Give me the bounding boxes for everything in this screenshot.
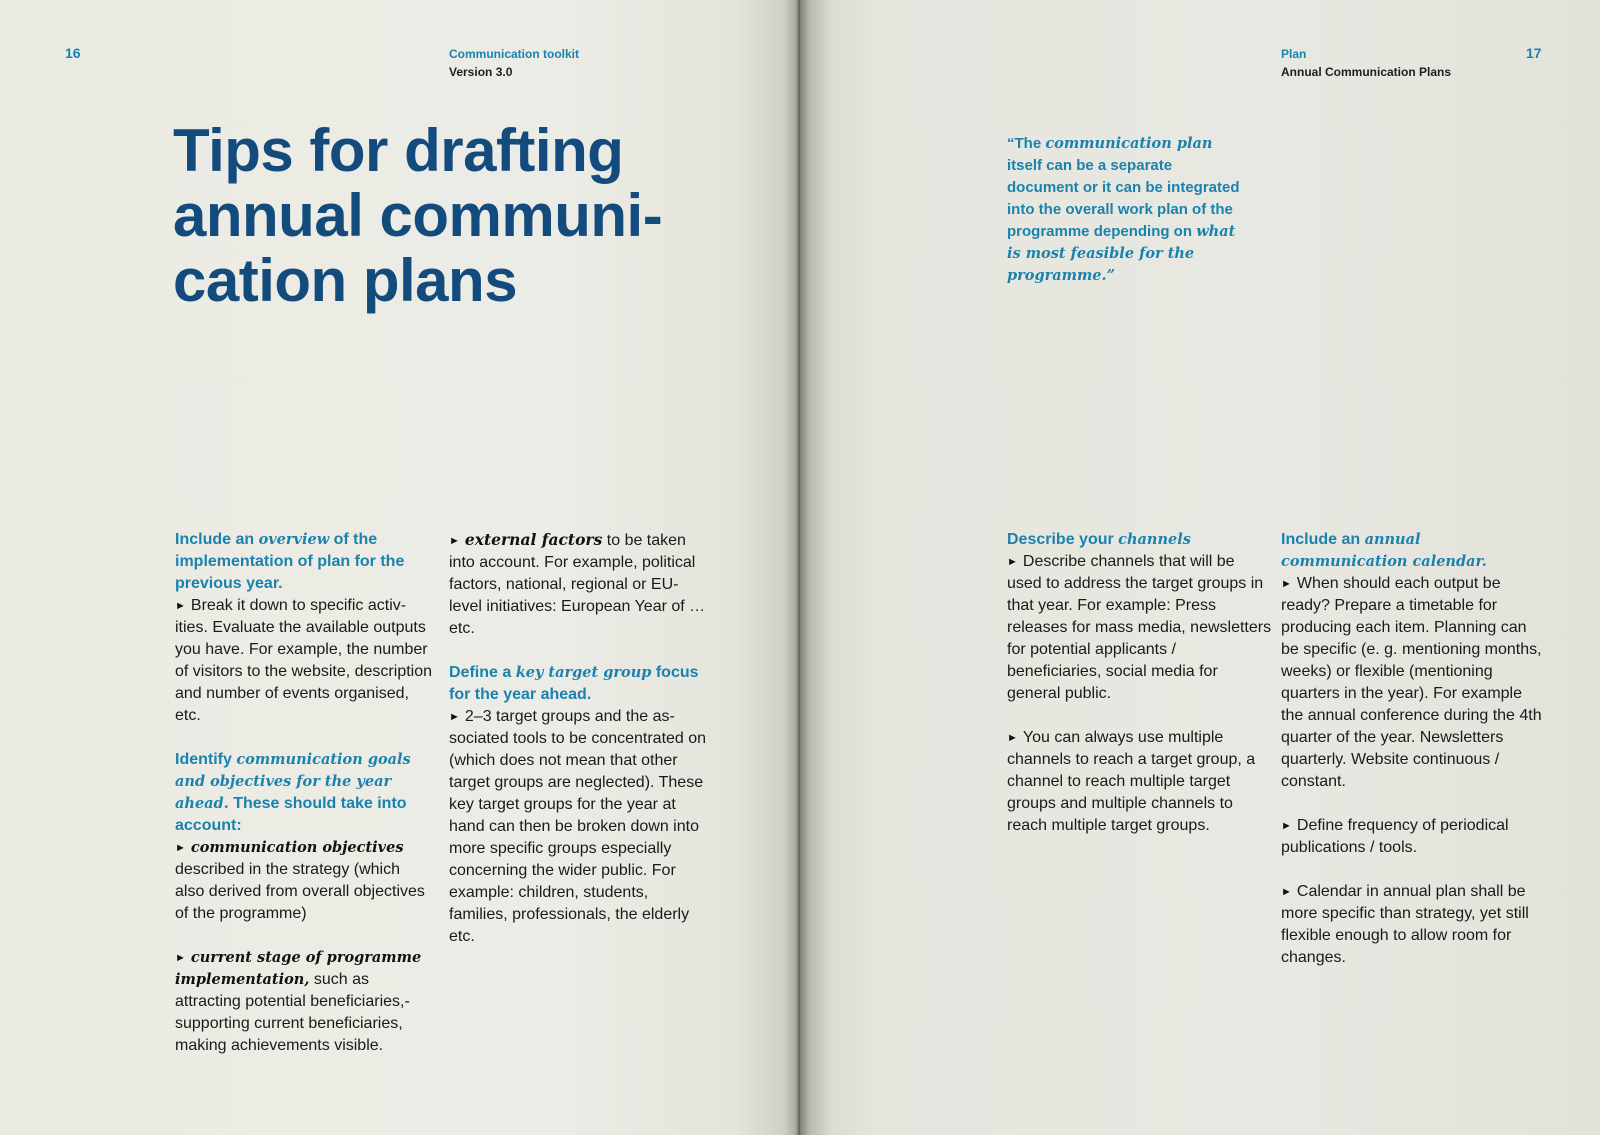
calendar-item-3-para [1281,881,1546,969]
channels-section [1007,529,1272,705]
title-line-3: cation plans [173,247,518,314]
overview-section [175,529,433,727]
title-line-2: annual communi- [173,182,663,249]
column-3 [1007,529,1272,837]
target-group-section [449,662,707,948]
calendar-heading: Include an annual communication calendar. [1281,531,1487,570]
external-factors-body: to be taken into account. For example, political factors, national, regional or EU-level initiatives: European Year of … etc. [449,532,706,637]
channels-heading: Describe your channels [1007,531,1191,548]
page-number-right: 17 [1526,45,1542,61]
running-head-section: Plan [1281,47,1307,61]
running-head-subtitle: Version 3.0 [449,65,513,79]
target-group-body: 2–3 target groups and the associated tools to be concentrated on (which does not mean that other target groups are neglected). These key target groups for the year at hand can then be broken down into more specific groups especially concerning the wider public. For example: children, students, families, professionals, the elderly etc. [449,708,707,945]
channels-item-2: You can always use multiple channels to reach a target group, a channel to reach multiple target groups and multiple channels to reach multiple target groups. [1007,729,1256,834]
running-head-right [1281,45,1451,81]
bullet-icon: ► [1007,732,1018,744]
overview-body: Break it down to specific activities. Evaluate the available outputs you have. For example, the number of visitors to the website, description and number of events organised, etc. [175,597,433,724]
bullet-icon: ► [175,600,186,612]
goals-heading: Identify communication goals and objectives for the year ahead. These should take into account: [175,751,411,834]
calendar-item-2-para [1281,815,1546,859]
running-head-left [449,45,579,81]
goals-item-2-para: ► current stage of programme implementation, such as attracting potential beneficiaries,- supporting current beneficiaries, making achievements visible. [175,949,422,1054]
bullet-icon: ► [175,952,186,964]
target-group-heading: Define a key target group focus for the year ahead. [449,664,699,703]
title-line-1: Tips for drafting [173,117,624,184]
running-head-section: Communication toolkit [449,47,579,61]
column-2 [449,529,707,948]
calendar-item-1: When should each output be ready? Prepare a timetable for producing each item. Planning can be specific (e. g. mentioning months, weeks) or flexible (mentioning quarters in the year). For example the annual conference during the 4th quarter of the year. Newsletters quarterly. Website continuous / constant. [1281,575,1542,790]
bullet-icon: ► [1281,820,1292,832]
column-1 [175,529,433,1057]
goals-item-1: described in the strategy (which also derived from overall objectives of the programme) [175,861,425,922]
goals-section: Identify communication goals and objectives for the year ahead. These should take into account: ► communication objectives described in the strategy (which also derived from overall objectives of the programme) [175,749,433,925]
page-title [173,118,662,313]
goals-item-2: such as attracting potential beneficiaries,- supporting current beneficiaries, making achievements visible. [175,971,410,1054]
calendar-item-3: Calendar in annual plan shall be more specific than strategy, yet still flexible enough to allow room for changes. [1281,883,1529,966]
bullet-icon: ► [449,535,460,547]
bullet-icon: ► [1007,556,1018,568]
bullet-icon: ► [449,711,460,723]
external-factors-section: ► external factors to be taken into account. For example, political factors, national, regional or EU-level initiatives: European Year of … etc. [449,530,706,637]
overview-heading: Include an overview of the implementation of plan for the previous year. [175,531,405,592]
running-head-subtitle: Annual Communication Plans [1281,65,1452,79]
column-4 [1281,529,1546,969]
pull-quote: “The communication plan itself can be a separate document or it can be integrated into the overall work plan of the programme depending on what is most feasible for the programme.” [1007,135,1240,284]
page-number-left: 16 [65,45,81,61]
bullet-icon: ► [175,842,186,854]
channels-item-1: Describe channels that will be used to address the target groups in that year. For example: Press releases for mass media, newsletters for potential applicants / beneficiaries, social media for general public. [1007,553,1272,702]
channels-item-2-para [1007,727,1272,837]
calendar-item-2: Define frequency of periodical publications / tools. [1281,817,1509,856]
bullet-icon: ► [1281,578,1292,590]
calendar-section [1281,529,1546,793]
bullet-icon: ► [1281,886,1292,898]
